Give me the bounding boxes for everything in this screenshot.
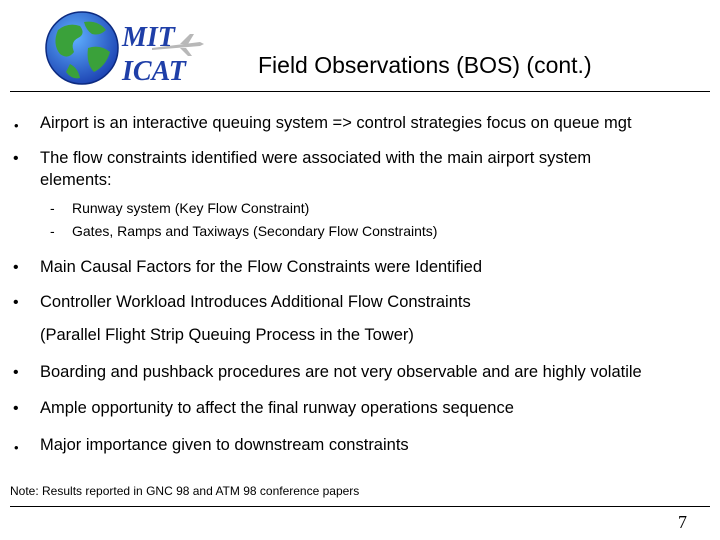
bullet-text: Ample opportunity to affect the final runway operations sequence bbox=[40, 399, 514, 417]
sub-item-text: Gates, Ramps and Taxiways (Secondary Flow Constraints) bbox=[72, 223, 438, 239]
sub-item bbox=[50, 200, 309, 216]
bullet-marker: • bbox=[13, 294, 19, 311]
bullet-text: Controller Workload Introduces Additional Flow Constraints bbox=[40, 293, 471, 311]
bullet-text: Major importance given to downstream constraints bbox=[40, 436, 409, 454]
bullet-marker: • bbox=[13, 150, 19, 167]
footnote: Note: Results reported in GNC 98 and ATM 98 conference papers bbox=[10, 484, 360, 498]
page-number: 7 bbox=[678, 512, 687, 532]
bullet-text: Airport is an interactive queuing system => control strategies focus on queue mgt bbox=[40, 114, 632, 132]
bullet-continuation: (Parallel Flight Strip Queuing Process in the Tower) bbox=[40, 326, 414, 344]
bullet-marker: • bbox=[13, 364, 19, 381]
sub-item-dash: - bbox=[50, 200, 55, 216]
bullet-text: Boarding and pushback procedures are not very observable and are highly volatile bbox=[40, 363, 642, 381]
logo-text-icat: ICAT bbox=[122, 56, 186, 87]
page-title: Field Observations (BOS) (cont.) bbox=[258, 52, 592, 78]
bullet-marker: • bbox=[14, 440, 19, 455]
bullet-marker: • bbox=[13, 400, 19, 417]
bullet-continuation: elements: bbox=[40, 171, 112, 189]
header-divider bbox=[10, 91, 710, 92]
bullet-text: The flow constraints identified were associated with the main airport system bbox=[40, 149, 592, 167]
bullet-text: Main Causal Factors for the Flow Constraints were Identified bbox=[40, 258, 483, 276]
sub-item bbox=[50, 223, 437, 239]
sub-item-text: Runway system (Key Flow Constraint) bbox=[72, 200, 310, 216]
logo-text-mit: MIT bbox=[122, 22, 175, 53]
bullet-marker: • bbox=[14, 118, 19, 133]
bullet-marker: • bbox=[13, 259, 19, 276]
mit-icat-logo bbox=[40, 8, 210, 92]
sub-item-dash: - bbox=[50, 223, 55, 239]
footer-divider bbox=[10, 506, 710, 507]
